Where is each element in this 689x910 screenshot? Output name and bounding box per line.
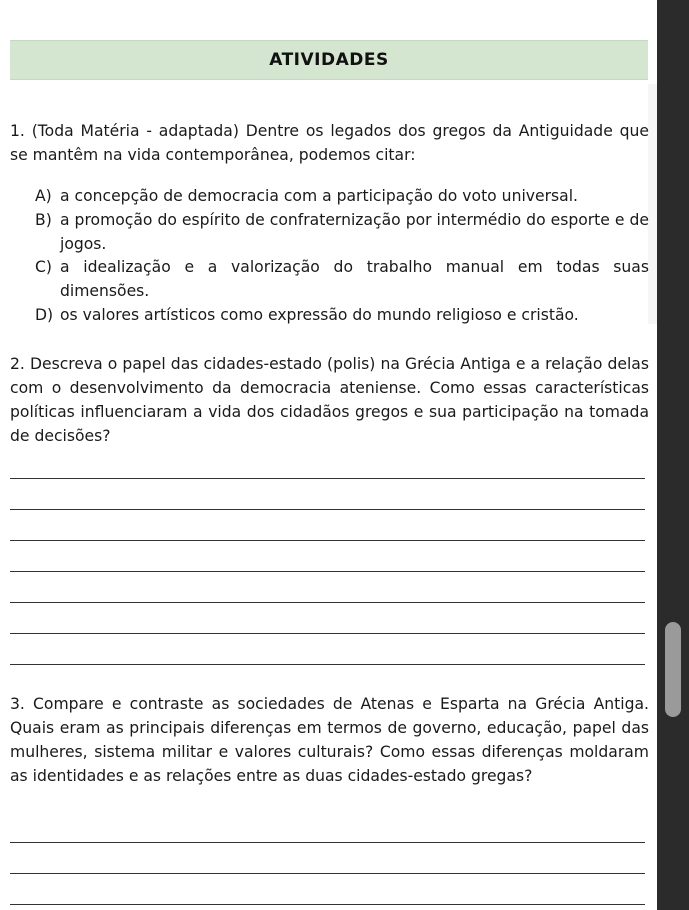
answer-line[interactable]: [10, 842, 645, 843]
activities-header: [10, 40, 648, 80]
question-2-stem: [10, 352, 649, 448]
question-2-text: 2. Descreva o papel das cidades-estado (polis) na Grécia Antiga e a relação delas com o desenvolvimento da democracia ateniense. Como essas características políticas influenciaram a vida dos cidadãos gregos e sua participação na tomada de decisões?: [10, 355, 649, 445]
answer-line[interactable]: [10, 509, 645, 510]
question-1-option-a: [35, 184, 649, 208]
answer-line[interactable]: [10, 602, 645, 603]
option-letter: D): [35, 306, 54, 324]
option-text: a promoção do espírito de confraternização por intermédio do esporte e de jogos.: [60, 211, 649, 253]
answer-line[interactable]: [10, 633, 645, 634]
option-text: a idealização e a valorização do trabalho manual em todas suas dimensões.: [60, 258, 649, 300]
answer-line[interactable]: [10, 478, 645, 479]
scrollbar-track[interactable]: [657, 0, 689, 910]
question-1-option-b: [35, 208, 649, 256]
question-1-option-d: [35, 303, 649, 327]
question-3-text: 3. Compare e contraste as sociedades de Atenas e Esparta na Grécia Antiga. Quais eram as principais diferenças em termos de governo, educação, papel das mulheres, sistema militar e valores culturais? Como essas diferenças moldaram as identidades e as relações entre as duas cidades-estado gregas?: [10, 695, 649, 785]
option-letter: C): [35, 258, 52, 276]
question-1-stem: [10, 119, 649, 167]
option-letter: B): [35, 211, 52, 229]
option-letter: A): [35, 187, 52, 205]
page-title: ATIVIDADES: [269, 50, 389, 70]
answer-line[interactable]: [10, 540, 645, 541]
answer-line[interactable]: [10, 571, 645, 572]
option-text: a concepção de democracia com a participação do voto universal.: [60, 187, 578, 205]
page-edge: [648, 84, 657, 324]
answer-line[interactable]: [10, 904, 645, 905]
question-1-option-c: [35, 255, 649, 303]
answer-line[interactable]: [10, 873, 645, 874]
question-3-stem: [10, 692, 649, 788]
option-text: os valores artísticos como expressão do mundo religioso e cristão.: [60, 306, 579, 324]
scrollbar-thumb[interactable]: [665, 622, 681, 717]
question-1-text: 1. (Toda Matéria - adaptada) Dentre os legados dos gregos da Antiguidade que se mantêm na vida contemporânea, podemos citar:: [10, 122, 649, 164]
answer-line[interactable]: [10, 664, 645, 665]
